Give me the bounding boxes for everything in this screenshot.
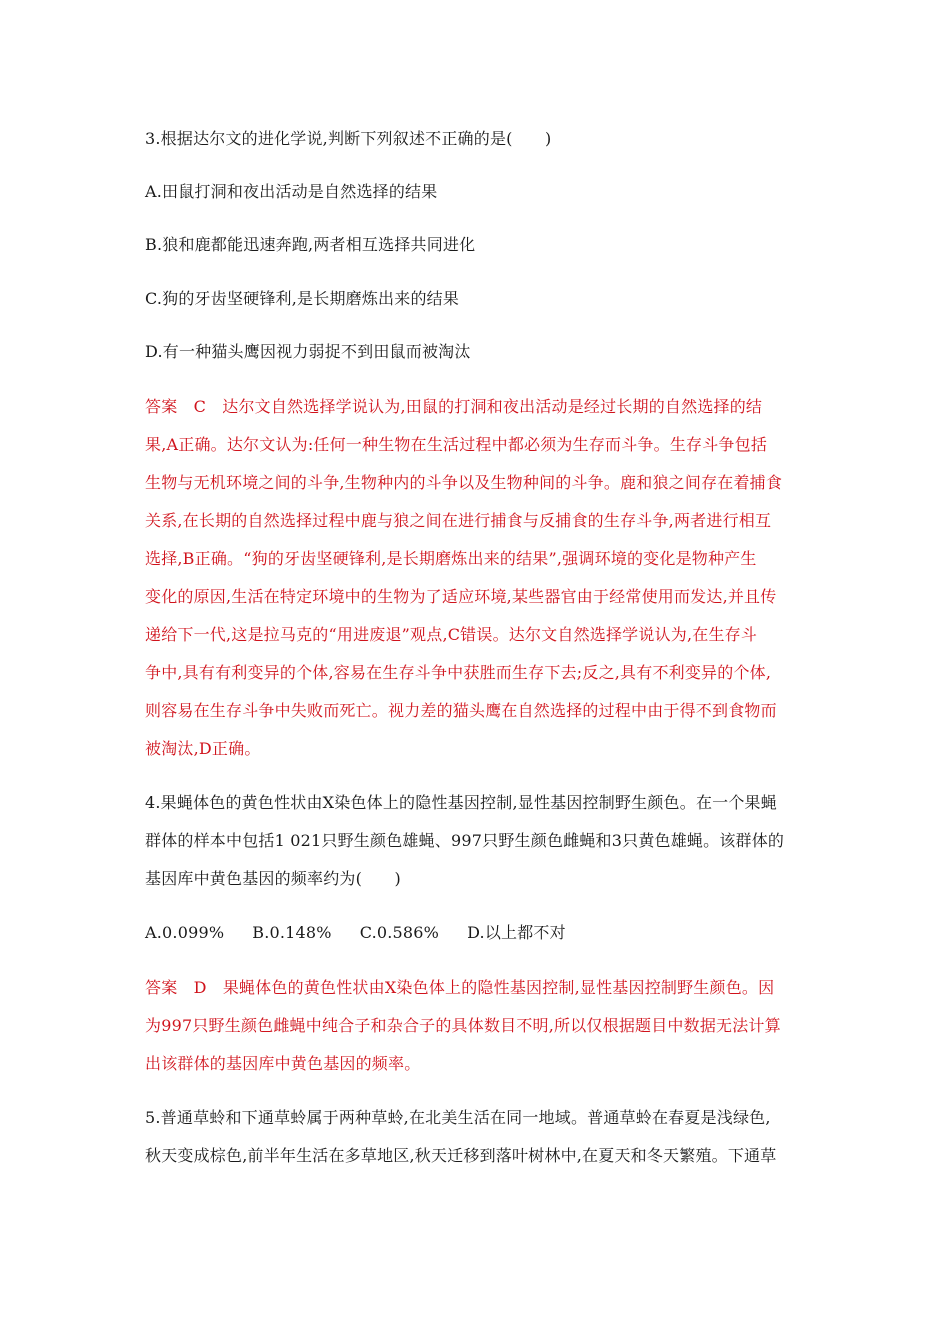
question-4-stem-line: 4.果蝇体色的黄色性状由X染色体上的隐性基因控制,显性基因控制野生颜色。在一个果蝇	[145, 793, 777, 812]
question-5-stem-line: 秋天变成棕色,前半年生活在多草地区,秋天迁移到落叶树林中,在夏天和冬天繁殖。下通草	[145, 1146, 777, 1165]
answer-3-line: 争中,具有有利变异的个体,容易在生存斗争中获胜而生存下去;反之,具有不利变异的个体,	[145, 663, 772, 682]
question-4-option-d: D.以上都不对	[467, 923, 566, 942]
question-3-option-a: A.田鼠打洞和夜出活动是自然选择的结果	[145, 182, 438, 201]
question-3-option-b: B.狼和鹿都能迅速奔跑,两者相互选择共同进化	[145, 235, 476, 254]
answer-3-line: 选择,B正确。“狗的牙齿坚硬锋利,是长期磨炼出来的结果”,强调环境的变化是物种产生	[145, 549, 757, 568]
question-3-option-d: D.有一种猫头鹰因视力弱捉不到田鼠而被淘汰	[145, 342, 471, 361]
question-4-option-b: B.0.148%	[252, 923, 332, 942]
answer-3-line: 关系,在长期的自然选择过程中鹿与狼之间在进行捕食与反捕食的生存斗争,两者进行相互	[145, 511, 772, 530]
answer-3-line: 递给下一代,这是拉马克的“用进废退”观点,C错误。达尔文自然选择学说认为,在生存斗	[145, 625, 758, 644]
answer-3-line: 答案 C 达尔文自然选择学说认为,田鼠的打洞和夜出活动是经过长期的自然选择的结	[145, 397, 763, 416]
question-4-option-a: A.0.099%	[145, 923, 225, 942]
question-4-stem-line: 基因库中黄色基因的频率约为( )	[145, 869, 401, 888]
question-4-stem-line: 群体的样本中包括1 021只野生颜色雄蝇、997只野生颜色雌蝇和3只黄色雄蝇。该群体的	[145, 831, 785, 850]
question-5-stem-line: 5.普通草蛉和下通草蛉属于两种草蛉,在北美生活在同一地域。普通草蛉在春夏是浅绿色,	[145, 1108, 771, 1127]
question-3-option-c: C.狗的牙齿坚硬锋利,是长期磨炼出来的结果	[145, 289, 460, 308]
answer-3-line: 果,A正确。达尔文认为:任何一种生物在生活过程中都必须为生存而斗争。生存斗争包括	[145, 435, 768, 454]
question-4-options	[145, 923, 815, 943]
answer-4-line: 为997只野生颜色雌蝇中纯合子和杂合子的具体数目不明,所以仅根据题目中数据无法计算	[145, 1016, 781, 1035]
question-3-stem: 3.根据达尔文的进化学说,判断下列叙述不正确的是( )	[145, 129, 552, 148]
question-4-option-c: C.0.586%	[359, 923, 440, 942]
answer-4-line: 出该群体的基因库中黄色基因的频率。	[145, 1054, 421, 1073]
answer-3-line: 变化的原因,生活在特定环境中的生物为了适应环境,某些器官由于经常使用而发达,并且传	[145, 587, 777, 606]
answer-3-line: 生物与无机环境之间的斗争,生物种内的斗争以及生物种间的斗争。鹿和狼之间存在着捕食	[145, 473, 783, 492]
answer-4-line: 答案 D 果蝇体色的黄色性状由X染色体上的隐性基因控制,显性基因控制野生颜色。因	[145, 978, 775, 997]
answer-3-line: 被淘汰,D正确。	[145, 739, 261, 758]
answer-3-line: 则容易在生存斗争中失败而死亡。视力差的猫头鹰在自然选择的过程中由于得不到食物而	[145, 701, 777, 720]
